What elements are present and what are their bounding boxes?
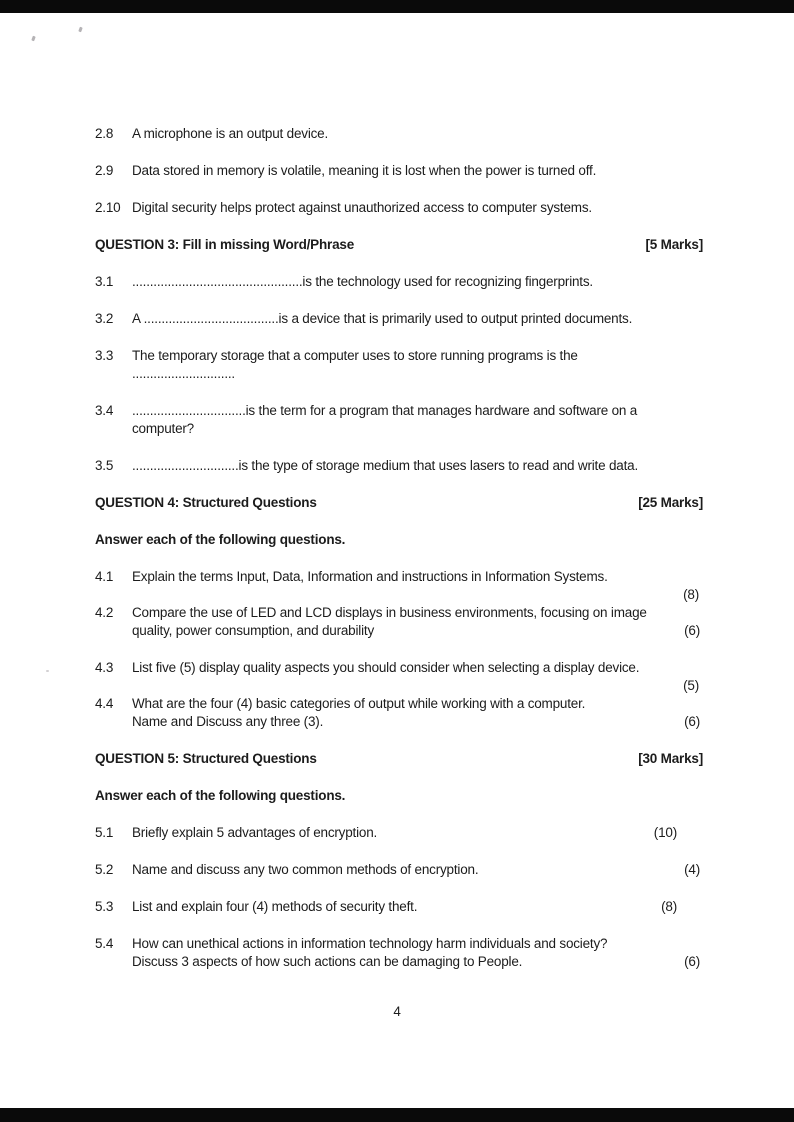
- question-item-3-1: [95, 273, 703, 291]
- question-text: .............................: [132, 366, 235, 381]
- item-number: 3.3: [95, 348, 114, 363]
- marks-value: (5): [683, 678, 699, 693]
- statement-text: A microphone is an output device.: [132, 126, 329, 141]
- question-text: computer?: [132, 421, 194, 436]
- question-item-5-1: [95, 824, 703, 842]
- question-item-3-2: [95, 310, 703, 328]
- item-number: 3.1: [95, 274, 114, 289]
- scan-edge-top: [0, 0, 794, 13]
- marks-value: (6): [684, 954, 700, 969]
- item-number: 5.1: [95, 825, 114, 840]
- scan-artifact: [46, 670, 49, 672]
- question-text: quality, power consumption, and durability (6): [132, 623, 700, 638]
- question-item-4-1: [95, 568, 703, 604]
- item-number: 4.3: [95, 660, 114, 675]
- item-number: 3.4: [95, 403, 114, 418]
- page-content: [95, 125, 703, 990]
- question-text: ..............................is the type of storage medium that uses lasers to read and write data.: [132, 458, 638, 473]
- item-number: 4.1: [95, 569, 114, 584]
- question-text: The temporary storage that a computer uses to store running programs is the: [132, 348, 578, 363]
- marks-value: (6): [684, 714, 700, 729]
- marks-value: (4): [684, 862, 700, 877]
- question5-instruction: Answer each of the following questions.: [95, 788, 346, 803]
- item-number: 5.4: [95, 936, 114, 951]
- question4-instruction: Answer each of the following questions.: [95, 532, 346, 547]
- marks-value: (10): [653, 825, 677, 840]
- question-text: A ......................................is a device that is primarily used to output printed documents.: [132, 311, 633, 326]
- question5-title: QUESTION 5: Structured Questions: [95, 751, 317, 766]
- item-number: 2.9: [95, 163, 114, 178]
- question3-heading-row: [95, 236, 703, 254]
- question-item-3-4: [95, 402, 703, 438]
- question-item-4-3: [95, 659, 703, 695]
- item-number: 4.4: [95, 696, 114, 711]
- question-item-3-5: [95, 457, 703, 475]
- item-number: 2.8: [95, 126, 114, 141]
- item-number: 5.3: [95, 899, 114, 914]
- item-number: 5.2: [95, 862, 114, 877]
- item-number: 4.2: [95, 605, 114, 620]
- statement-text: Digital security helps protect against unauthorized access to computer systems.: [132, 200, 592, 215]
- item-number: 3.2: [95, 311, 114, 326]
- marks-value: (6): [684, 623, 700, 638]
- marks-value: (8): [661, 899, 677, 914]
- question-text: Discuss 3 aspects of how such actions can be damaging to People. (6): [132, 954, 700, 969]
- question5-marks: [30 Marks]: [638, 751, 703, 766]
- question-item-3-3: [95, 347, 703, 383]
- question5-heading-row: [95, 750, 703, 768]
- question-text: Name and Discuss any three (3). (6): [132, 714, 700, 729]
- question3-title: QUESTION 3: Fill in missing Word/Phrase: [95, 237, 354, 252]
- question-item-5-2: [95, 861, 703, 879]
- item-number: 3.5: [95, 458, 114, 473]
- question-text: Name and discuss any two common methods of encryption. (4): [132, 862, 700, 877]
- question-item-5-3: [95, 898, 703, 916]
- question-text: List five (5) display quality aspects you should consider when selecting a display device.: [132, 660, 640, 675]
- question4-title: QUESTION 4: Structured Questions: [95, 495, 317, 510]
- question-text: Explain the terms Input, Data, Information and instructions in Information Systems.: [132, 569, 608, 584]
- question-text: What are the four (4) basic categories of output while working with a computer.: [132, 696, 586, 711]
- question-text: ................................is the term for a program that manages hardware and software on a: [132, 403, 638, 418]
- scan-artifact: [31, 36, 36, 42]
- question-text: ................................................is the technology used for recognizing fingerprints.: [132, 274, 593, 289]
- statement-text: Data stored in memory is volatile, meaning it is lost when the power is turned off.: [132, 163, 597, 178]
- question4-marks: [25 Marks]: [638, 495, 703, 510]
- statement-2-9: [95, 162, 703, 180]
- question-item-4-4: [95, 695, 703, 731]
- question-text: How can unethical actions in information technology harm individuals and society?: [132, 936, 608, 951]
- question-text: List and explain four (4) methods of security theft. (8): [132, 899, 677, 914]
- scan-artifact: [78, 27, 83, 33]
- statement-2-8: [95, 125, 703, 143]
- question-item-5-4: [95, 935, 703, 971]
- page-number: 4: [393, 1004, 401, 1019]
- marks-value: (8): [683, 587, 699, 602]
- question-text: Briefly explain 5 advantages of encryption. (10): [132, 825, 677, 840]
- question-item-4-2: [95, 604, 703, 640]
- item-number: 2.10: [95, 200, 121, 215]
- scan-edge-bottom: [0, 1108, 794, 1122]
- question4-heading-row: [95, 494, 703, 512]
- question3-marks: [5 Marks]: [645, 237, 703, 252]
- question-text: Compare the use of LED and LCD displays in business environments, focusing on image: [132, 605, 647, 620]
- statement-2-10: [95, 199, 703, 217]
